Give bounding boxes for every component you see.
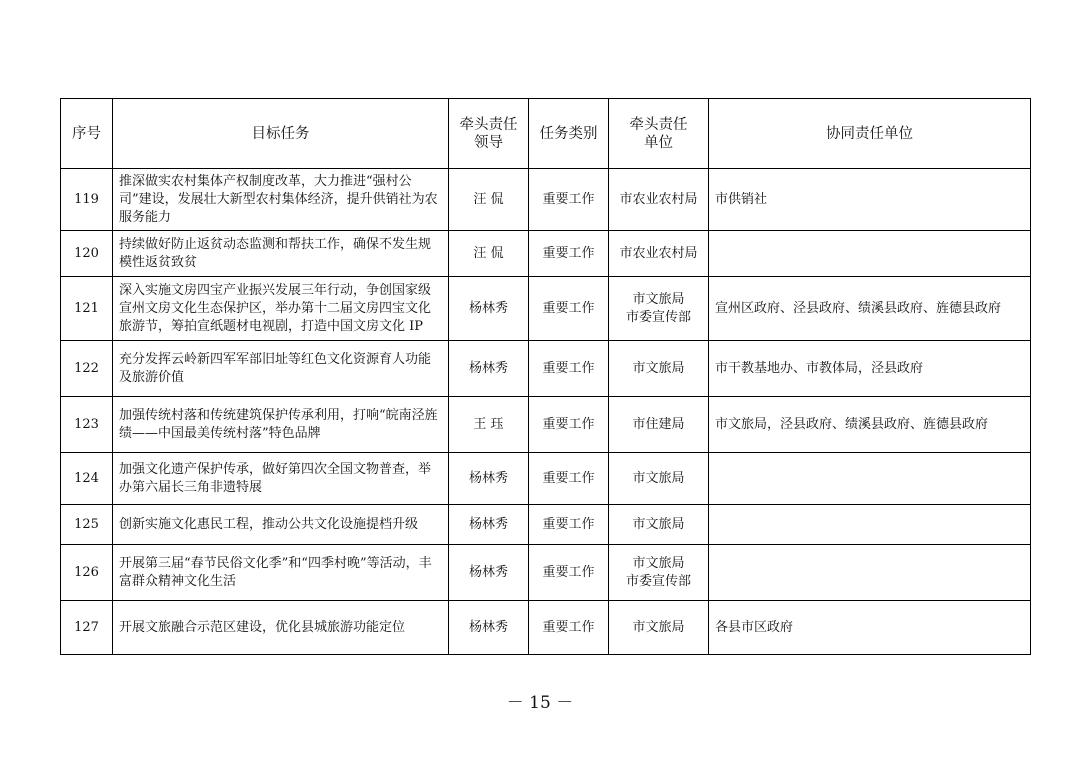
row-unit: 市文旅局 市委宣传部 — [609, 277, 709, 341]
header-unit: 牵头责任 单位 — [609, 99, 709, 169]
row-category: 重要工作 — [529, 453, 609, 505]
row-leader: 杨林秀 — [449, 601, 529, 655]
table-header-row — [61, 99, 1031, 169]
row-unit: 市文旅局 — [609, 341, 709, 397]
task-table — [60, 98, 1031, 655]
row-task: 充分发挥云岭新四军军部旧址等红色文化资源育人功能及旅游价值 — [113, 341, 449, 397]
row-unit: 市文旅局 — [609, 505, 709, 545]
row-task: 推深做实农村集体产权制度改革，大力推进“强村公司”建设，发展壮大新型农村集体经济，提升供销社为农服务能力 — [113, 169, 449, 231]
row-co-units — [709, 505, 1031, 545]
row-unit: 市文旅局 — [609, 601, 709, 655]
row-number: 124 — [61, 453, 113, 505]
row-category: 重要工作 — [529, 277, 609, 341]
row-co-units — [709, 545, 1031, 601]
table-row — [61, 277, 1031, 341]
row-leader: 杨林秀 — [449, 341, 529, 397]
row-number: 122 — [61, 341, 113, 397]
row-task: 开展文旅融合示范区建设，优化县城旅游功能定位 — [113, 601, 449, 655]
header-category: 任务类别 — [529, 99, 609, 169]
row-co-units: 市干教基地办、市教体局，泾县政府 — [709, 341, 1031, 397]
row-leader: 杨林秀 — [449, 453, 529, 505]
table-row — [61, 231, 1031, 277]
table-row — [61, 545, 1031, 601]
row-leader: 汪 侃 — [449, 231, 529, 277]
row-number: 120 — [61, 231, 113, 277]
row-task: 深入实施文房四宝产业振兴发展三年行动，争创国家级宣州文房文化生态保护区，举办第十二届文房四宝文化旅游节，筹拍宣纸题材电视剧，打造中国文房文化 IP — [113, 277, 449, 341]
row-unit: 市农业农村局 — [609, 231, 709, 277]
table-row — [61, 169, 1031, 231]
row-category: 重要工作 — [529, 231, 609, 277]
row-co-units — [709, 231, 1031, 277]
row-number: 125 — [61, 505, 113, 545]
row-category: 重要工作 — [529, 545, 609, 601]
row-category: 重要工作 — [529, 601, 609, 655]
row-unit: 市文旅局 — [609, 453, 709, 505]
header-leader: 牵头责任 领导 — [449, 99, 529, 169]
row-leader: 王 珏 — [449, 397, 529, 453]
row-unit: 市文旅局 市委宣传部 — [609, 545, 709, 601]
row-category: 重要工作 — [529, 169, 609, 231]
row-number: 126 — [61, 545, 113, 601]
row-leader: 杨林秀 — [449, 277, 529, 341]
table-row — [61, 453, 1031, 505]
header-co-units: 协同责任单位 — [709, 99, 1031, 169]
table-row — [61, 397, 1031, 453]
header-no: 序号 — [61, 99, 113, 169]
row-co-units — [709, 453, 1031, 505]
row-unit: 市住建局 — [609, 397, 709, 453]
row-unit: 市农业农村局 — [609, 169, 709, 231]
row-task: 创新实施文化惠民工程，推动公共文化设施提档升级 — [113, 505, 449, 545]
row-number: 121 — [61, 277, 113, 341]
header-task: 目标任务 — [113, 99, 449, 169]
row-leader: 杨林秀 — [449, 545, 529, 601]
row-task: 加强传统村落和传统建筑保护传承利用，打响“皖南泾旌绩——中国最美传统村落”特色品牌 — [113, 397, 449, 453]
row-category: 重要工作 — [529, 505, 609, 545]
row-number: 127 — [61, 601, 113, 655]
row-number: 123 — [61, 397, 113, 453]
table-row — [61, 505, 1031, 545]
row-co-units: 各县市区政府 — [709, 601, 1031, 655]
row-co-units: 宣州区政府、泾县政府、绩溪县政府、旌德县政府 — [709, 277, 1031, 341]
table-row — [61, 341, 1031, 397]
row-category: 重要工作 — [529, 397, 609, 453]
page-number: － 15 － — [506, 693, 574, 713]
row-leader: 汪 侃 — [449, 169, 529, 231]
row-task: 开展第三届“春节民俗文化季”和“四季村晚”等活动，丰富群众精神文化生活 — [113, 545, 449, 601]
row-category: 重要工作 — [529, 341, 609, 397]
row-leader: 杨林秀 — [449, 505, 529, 545]
row-task: 持续做好防止返贫动态监测和帮扶工作，确保不发生规模性返贫致贫 — [113, 231, 449, 277]
row-number: 119 — [61, 169, 113, 231]
table-row — [61, 601, 1031, 655]
row-co-units: 市文旅局，泾县政府、绩溪县政府、旌德县政府 — [709, 397, 1031, 453]
row-co-units: 市供销社 — [709, 169, 1031, 231]
row-task: 加强文化遗产保护传承，做好第四次全国文物普查，举办第六届长三角非遗特展 — [113, 453, 449, 505]
